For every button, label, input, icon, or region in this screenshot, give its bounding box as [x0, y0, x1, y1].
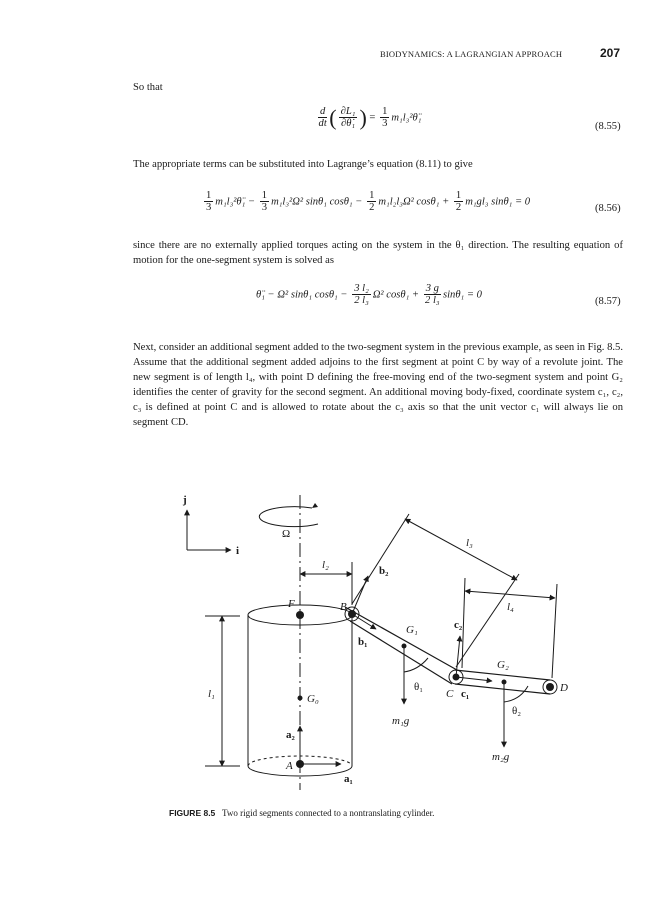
equation-8-55: $\frac{d}{dt}$ ( $\frac{\text{∂L₁}}{\text{∂θ̇₁}}$ ) = $\frac{1}{3}$ m₁l₃²θ̈₁	[318, 105, 422, 130]
label-f: F	[288, 598, 295, 610]
l4-dimension-arrow	[465, 591, 555, 598]
l3-right-extension	[456, 574, 519, 667]
label-i: i	[236, 545, 240, 557]
eq-number-8-57: (8.57)	[595, 296, 621, 307]
label-l4: l₄	[507, 601, 514, 613]
label-g0: G₀	[307, 693, 319, 705]
label-b: B	[340, 601, 347, 613]
label-theta1: θ₁	[414, 681, 424, 693]
theta2-arc	[504, 686, 528, 702]
omega-arc	[259, 507, 318, 527]
l3-left-extension	[352, 514, 409, 604]
running-title: BIODYNAMICS: A LAGRANGIAN APPROACH	[380, 49, 563, 59]
label-a: A	[286, 760, 293, 772]
omega-arrowhead	[312, 503, 318, 508]
point-f	[296, 611, 304, 619]
label-m1g: m₁g	[392, 715, 410, 727]
point-b	[348, 610, 356, 618]
eq-number-8-55: (8.55)	[595, 121, 621, 132]
label-omega: Ω	[282, 528, 291, 540]
b1-vector	[352, 614, 376, 629]
equation-8-57: θ̈₁ − Ω² sinθ₁ cosθ₁ − $\frac{\text{3 l₂}}{\text{2 l₃}}$ Ω² cosθ₁ + $\frac{3 g}{\text{2 l₃}}$ sinθ₁ = 0	[256, 283, 482, 306]
point-g1	[402, 644, 407, 649]
label-a2: a₂	[286, 729, 295, 741]
caption-text: Two rigid segments connected to a nontranslating cylinder.	[222, 808, 435, 818]
label-l2: l₂	[322, 559, 329, 571]
caption-label: FIGURE 8.5	[169, 808, 216, 818]
paragraph-appropriate: The appropriate terms can be substituted into Lagrange’s equation (8.11) to give	[133, 159, 473, 170]
paragraph-so-that: So that	[133, 82, 163, 93]
equation-8-56: $\frac{1}{3}$ m₁l₃²θ̈₁ − $\frac{1}{3}$ m₁l₃²Ω² sinθ₁ cosθ₁ − $\frac{1}{2}$ m₁l₂l₃Ω² cosθ₁ + $\frac{1}{2}$ m₁gl₃ sinθ₁ = 0	[206, 190, 531, 213]
eq855-rhs: m₁l₃²θ̈₁	[391, 112, 422, 124]
label-c1: c₁	[461, 688, 470, 700]
point-g2	[502, 680, 507, 685]
label-c2: c₂	[454, 619, 463, 631]
point-a	[296, 760, 304, 768]
label-j: j	[183, 494, 187, 506]
figure-caption	[169, 808, 434, 818]
label-b1: b₁	[358, 636, 368, 648]
eq855-derivative-operator: $\frac{d}{dt}$	[318, 106, 327, 129]
label-g1: G₁	[406, 624, 418, 636]
point-g0	[298, 696, 303, 701]
paragraph-since: since there are no externally applied torques acting on the system in the θ₁ direction. The resulting equation of motion for the one-segment system is solved as	[133, 240, 623, 266]
point-c	[453, 674, 460, 681]
label-l1: l₁	[208, 688, 215, 700]
eq-number-8-56: (8.56)	[595, 203, 621, 214]
label-g2: G₂	[497, 659, 509, 671]
label-a1: a₁	[344, 773, 353, 785]
page-number: 207	[600, 46, 621, 60]
segment-1-lower-edge	[350, 621, 452, 684]
segment-2-lower-edge	[455, 684, 550, 694]
l3-dimension-arrow	[405, 519, 517, 580]
paragraph-next: Next, consider an additional segment added to the two-segment system in the previous example, as seen in Fig. 8.5. Assume that the additional segment added adjoins to the first segment at point C by way of a revolute joint. The new segment is of length l₄, with point D defining the free-moving end of the two-segment system and point G₂ identifies the center of gravity for the second segment. An additional moving body-fixed, coordinate system c₁, c₂, c₃ is defined at point C and is allowed to rotate about the c₃ axis so that the unit vector c₁ will always lie on segment CD.	[133, 342, 623, 428]
label-d: D	[560, 682, 568, 694]
label-l3: l₃	[466, 537, 473, 549]
theta1-arc	[404, 658, 428, 672]
label-theta2: θ₂	[512, 705, 522, 717]
label-m2g: m₂g	[492, 751, 510, 763]
eq855-partial-fraction: $\frac{\text{∂L₁}}{\text{∂θ̇₁}}$	[340, 106, 356, 129]
eq855-coefficient: $\frac{1}{3}$	[382, 106, 388, 129]
point-d	[546, 683, 554, 691]
label-b2: b₂	[379, 565, 389, 577]
label-c: C	[446, 688, 454, 700]
c1-vector	[456, 677, 492, 681]
